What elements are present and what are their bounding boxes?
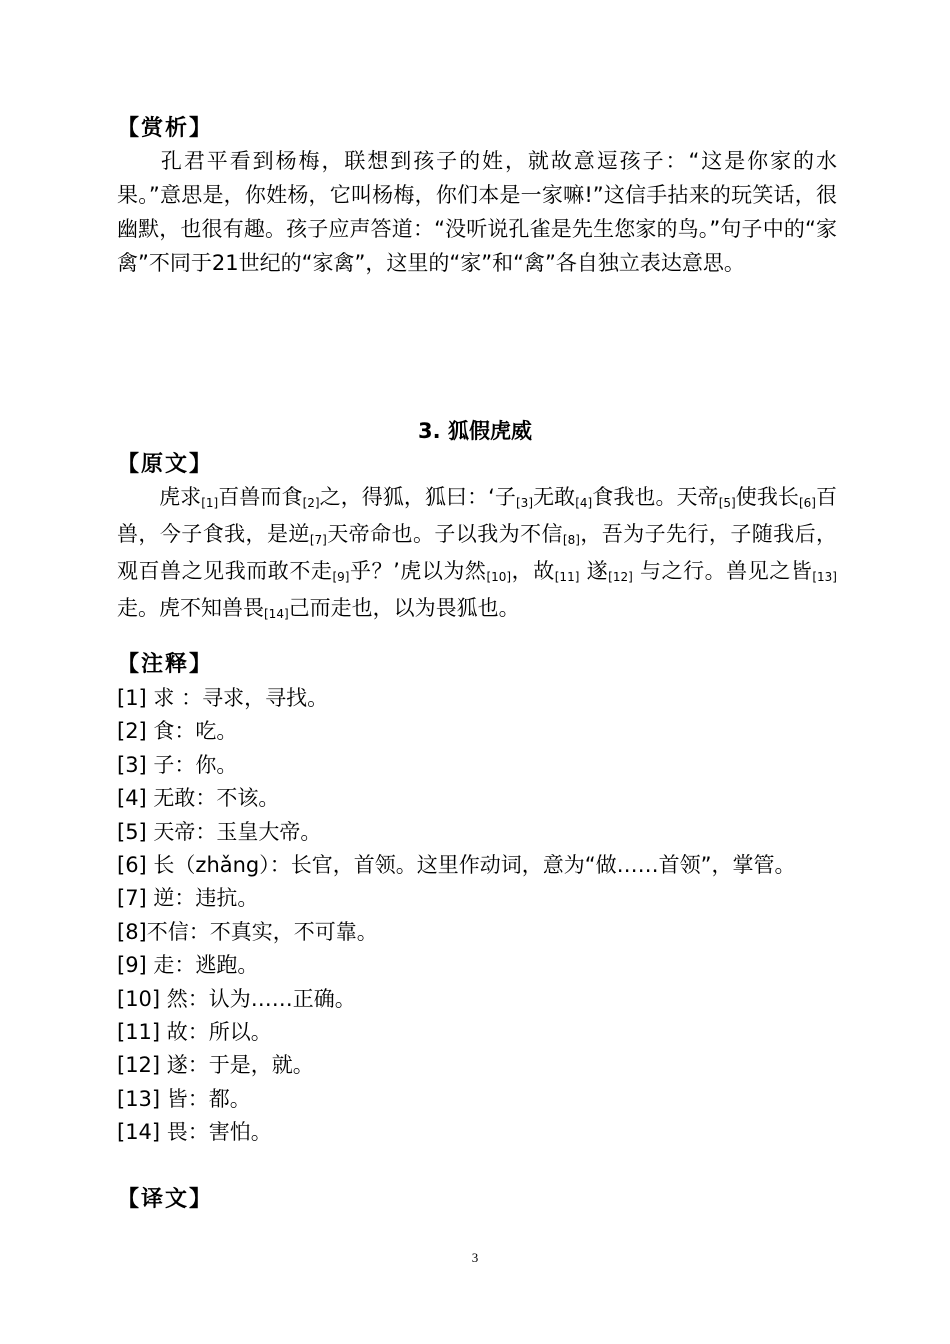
note-item: [13] 皆：都。 <box>117 1086 251 1111</box>
note-item: [7] 逆：违抗。 <box>117 886 259 911</box>
original-text-segment: 百兽，今子食我，是逆 <box>117 485 838 546</box>
original-text-segment: 食我也。天帝 <box>592 485 719 509</box>
note-item: [8]不信：不真实，不可靠。 <box>117 919 378 944</box>
original-text-segment: 与之行。兽见之皆 <box>632 559 813 583</box>
footnote-ref: [1] <box>201 496 219 510</box>
page-number: 3 <box>471 1250 479 1265</box>
original-text-segment: 无敢 <box>533 485 576 509</box>
appreciation-text: 孔君平看到杨梅，联想到孩子的姓，就故意逗孩子：“这是你家的水果。”意思是，你姓杨，它叫杨梅，你们本是一家嘛!”这信手拈来的玩笑话，很幽默，也很有趣。孩子应声答道：“没听说孔雀是先生您家的鸟。”句子中的“家禽”不同于21世纪的“家禽”，这里的“家”和“禽”各自独立表达意思。 <box>117 149 837 275</box>
original-paragraph <box>117 480 837 628</box>
notes-list <box>117 682 796 1150</box>
original-text-segment: 使我长 <box>735 485 799 509</box>
note-item: [4] 无敢：不该。 <box>117 786 280 811</box>
original-text-segment: ，吾为子先行，子随我后，观百兽之见我而敢不走 <box>117 522 838 583</box>
footnote-ref: [9] <box>332 570 350 584</box>
footnote-ref: [11] <box>554 570 580 584</box>
original-text-segment: 乎？’虎以为然 <box>349 559 487 583</box>
note-item: [12] 遂：于是，就。 <box>117 1053 314 1078</box>
footnote-ref: [13] <box>812 570 837 584</box>
note-item: [9] 走：逃跑。 <box>117 953 259 978</box>
translation-heading: 【译文】 <box>117 1187 214 1212</box>
note-item: [14] 畏：害怕。 <box>117 1120 272 1145</box>
note-item: [2] 食：吃。 <box>117 719 238 744</box>
story-title: 3. 狐假虎威 <box>418 419 532 443</box>
footnote-ref: [2] <box>302 496 320 510</box>
note-item: [1] 求 ：寻求，寻找。 <box>117 686 329 710</box>
original-text-segment: 遂 <box>579 559 609 583</box>
footnote-ref: [12] <box>608 570 633 584</box>
note-item: [10] 然：认为……正确。 <box>117 986 356 1011</box>
original-text-segment: 百兽而食 <box>218 485 303 509</box>
original-text-segment: 己而走也，以为畏狐也。 <box>288 596 520 620</box>
note-item: [6] 长（zhǎng）：长官，首领。这里作动词，意为“做……首领”，掌管。 <box>117 853 796 878</box>
appreciation-heading: 【赏析】 <box>117 116 214 141</box>
original-heading: 【原文】 <box>117 452 214 477</box>
original-text-segment: 天帝命也。子以我为不信 <box>326 522 563 546</box>
original-text-segment: 之，得狐，狐曰：‘子 <box>319 485 516 509</box>
footnote-ref: [5] <box>718 496 736 510</box>
footnote-ref: [6] <box>798 496 816 510</box>
original-text <box>117 485 837 620</box>
footnote-ref: [14] <box>264 607 289 621</box>
footnote-ref: [8] <box>562 533 580 547</box>
footnote-ref: [10] <box>486 570 512 584</box>
original-text-segment: 虎求 <box>159 485 202 509</box>
note-item: [3] 子：你。 <box>117 752 238 777</box>
footnote-ref: [7] <box>309 533 327 547</box>
note-item: [11] 故：所以。 <box>117 1020 272 1045</box>
original-text-segment: 走。虎不知兽畏 <box>117 596 264 620</box>
appreciation-paragraph <box>117 144 837 280</box>
notes-heading: 【注释】 <box>117 652 214 677</box>
note-item: [5] 天帝：玉皇大帝。 <box>117 819 322 844</box>
original-text-segment: ，故 <box>511 559 555 583</box>
footnote-ref: [4] <box>575 496 593 510</box>
footnote-ref: [3] <box>516 496 533 510</box>
